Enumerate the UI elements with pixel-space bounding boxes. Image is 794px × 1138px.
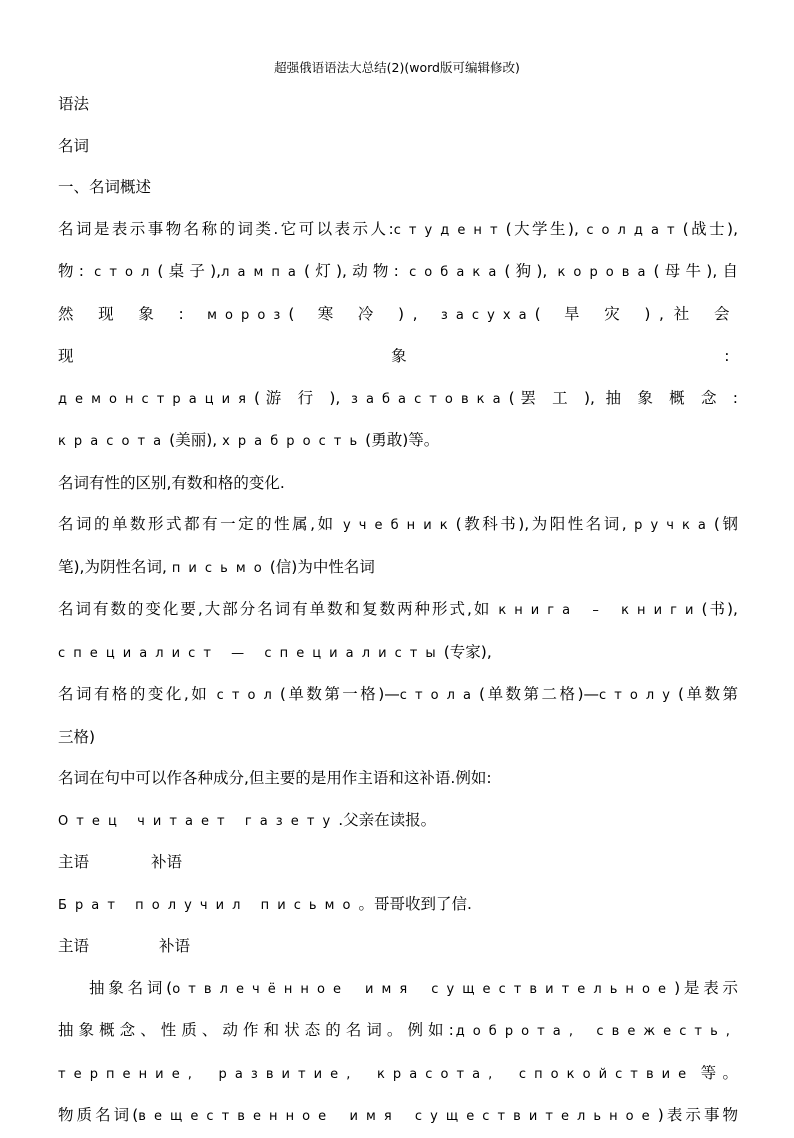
paragraph-line: 抽象概念、性质、动作和状态的名词。例如:доброта, свежесть,: [58, 1021, 738, 1039]
paragraph-line: 然 现 象 : мороз( 寒 冷 ), засуха( 旱 灾 ),社 会 现 象 :: [58, 304, 738, 365]
example-sentence: Брат получил письмо。哥哥收到了信.: [58, 894, 472, 913]
example-roles: 主语 补语: [58, 853, 183, 871]
paragraph-line: 名词有性的区别,有数和格的变化.: [58, 473, 285, 492]
example-roles: 主语 补语: [58, 937, 191, 955]
example-sentence: Отец читает газету.父亲在读报。: [58, 810, 437, 829]
paragraph-line: 名词的单数形式都有一定的性属,如 учебник(教科书),为阳性名词, ручка(钢: [58, 515, 738, 533]
document-body: [58, 84, 738, 1138]
heading-overview: 一、名词概述: [58, 178, 152, 196]
document-header: 超强俄语语法大总结(2)(word版可编辑修改): [274, 60, 520, 75]
paragraph-line: 抽象名词(отвлечённое имя существительное)是表示: [89, 978, 738, 997]
paragraph-line: 物: стол(桌子),лампа(灯),动物: собака(狗), корова(母牛),自: [58, 262, 738, 280]
paragraph-line: специалист — специалисты(专家),: [58, 642, 492, 661]
paragraph-line: 名词是表示事物名称的词类.它可以表示人:студент(大学生), солдат(战士),: [58, 219, 738, 238]
heading-noun: 名词: [58, 136, 90, 155]
paragraph-line: терпение, развитие, красота, спокойствие等。: [58, 1063, 738, 1082]
paragraph-line: 名词有数的变化要,大部分名词有单数和复数两种形式,如 книга – книги(书),: [58, 600, 738, 618]
paragraph-line: демонстрация(游 行 ), забастовка(罢 工 ), 抽 象 概 念 :: [58, 388, 738, 407]
section-label: 语法: [58, 95, 90, 113]
paragraph-line: 名词有格的变化,如 стол(单数第一格)—стола(单数第二格)—столу(单数第: [58, 685, 738, 703]
paragraph-line: красота(美丽), храбрость(勇敢)等。: [58, 431, 440, 449]
paragraph-line: 三格): [58, 727, 96, 746]
paragraph-line: 名词在句中可以作各种成分,但主要的是用作主语和这补语.例如:: [58, 769, 492, 787]
paragraph-line: 笔),为阴性名词, письмо(信)为中性名词: [58, 557, 375, 576]
paragraph-line: 物质名词(вещественное имя существительное)表示事物: [58, 1106, 738, 1124]
